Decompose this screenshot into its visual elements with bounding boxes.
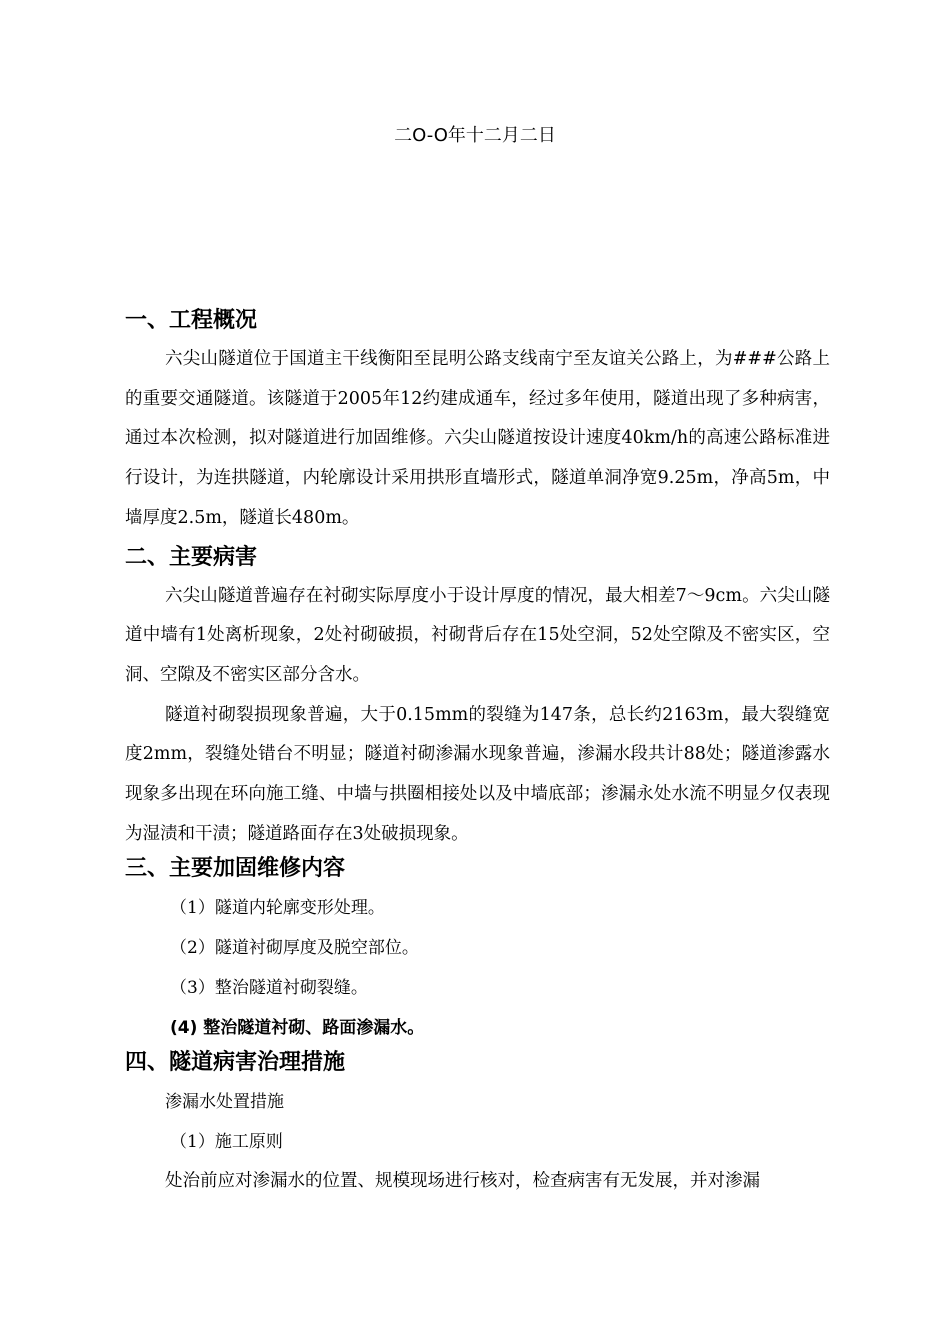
document-date: 二O-O年十二月二日 <box>394 125 556 146</box>
section-heading-main-defects: 二、主要病害 <box>125 544 258 570</box>
section-heading-project-overview: 一、工程概况 <box>125 308 258 333</box>
list-item: (4) 整治隧道衬砌、路面渗漏水。 <box>170 1018 425 1039</box>
subheading-construction-principle: （1）施工原则 <box>170 1132 283 1153</box>
list-item: （2）隧道衬砌厚度及脱空部位。 <box>170 938 419 959</box>
paragraph-defects-cracks: 隧道衬砌裂损现象普遍，大于0.15mm的裂缝为147条，总长约2163m，最大裂缝宽度2mm，裂缝处错台不明显；隧道衬砌渗漏水现象普遍，渗漏水段共计88处；隧道渗露水现象多出现在环向施工缝、中墙与拱圈相接处以及中墙底部；渗漏永处水流不明显夕仅表现为湿渍和干渍；隧道路面存在3处破损现象。 <box>125 704 830 844</box>
section-heading-repair-content: 三、主要加固维修内容 <box>125 856 346 882</box>
list-item: （1）隧道内轮廓变形处理。 <box>170 898 385 919</box>
paragraph-project-overview: 六尖山隧道位于国道主干线衡阳至昆明公路支线南宁至友谊关公路上，为###公路上的重要交通隧道。该隧道于2005年12约建成通车，经过多年使用，隧道出现了多种病害，通过本次检测，拟对隧道进行加固维修。六尖山隧道按设计速度40km/h的高速公路标准进行设计，为连拱隧道，内轮廓设计采用拱形直墙形式，隧道单洞净宽9.25m，净高5m，中墙厚度2.5m，隧道长480m。 <box>125 349 830 528</box>
list-item: （3）整治隧道衬砌裂缝。 <box>170 978 368 999</box>
paragraph-construction-principle: 处治前应对渗漏水的位置、规模现场进行核对，检查病害有无发展，并对渗漏 <box>165 1171 760 1192</box>
subheading-leakage-measures: 渗漏水处置措施 <box>165 1092 284 1113</box>
document-body <box>125 306 830 1202</box>
paragraph-defects-lining: 六尖山隧道普遍存在衬砌实际厚度小于设计厚度的情况，最大相差7～9cm。六尖山隧道中墙有1处离析现象，2处衬砌破损，衬砌背后存在15处空洞，52处空隙及不密实区，空洞、空隙及不密实区部分含水。 <box>125 585 830 685</box>
section-heading-treatment-measures: 四、隧道病害治理措施 <box>125 1050 346 1076</box>
